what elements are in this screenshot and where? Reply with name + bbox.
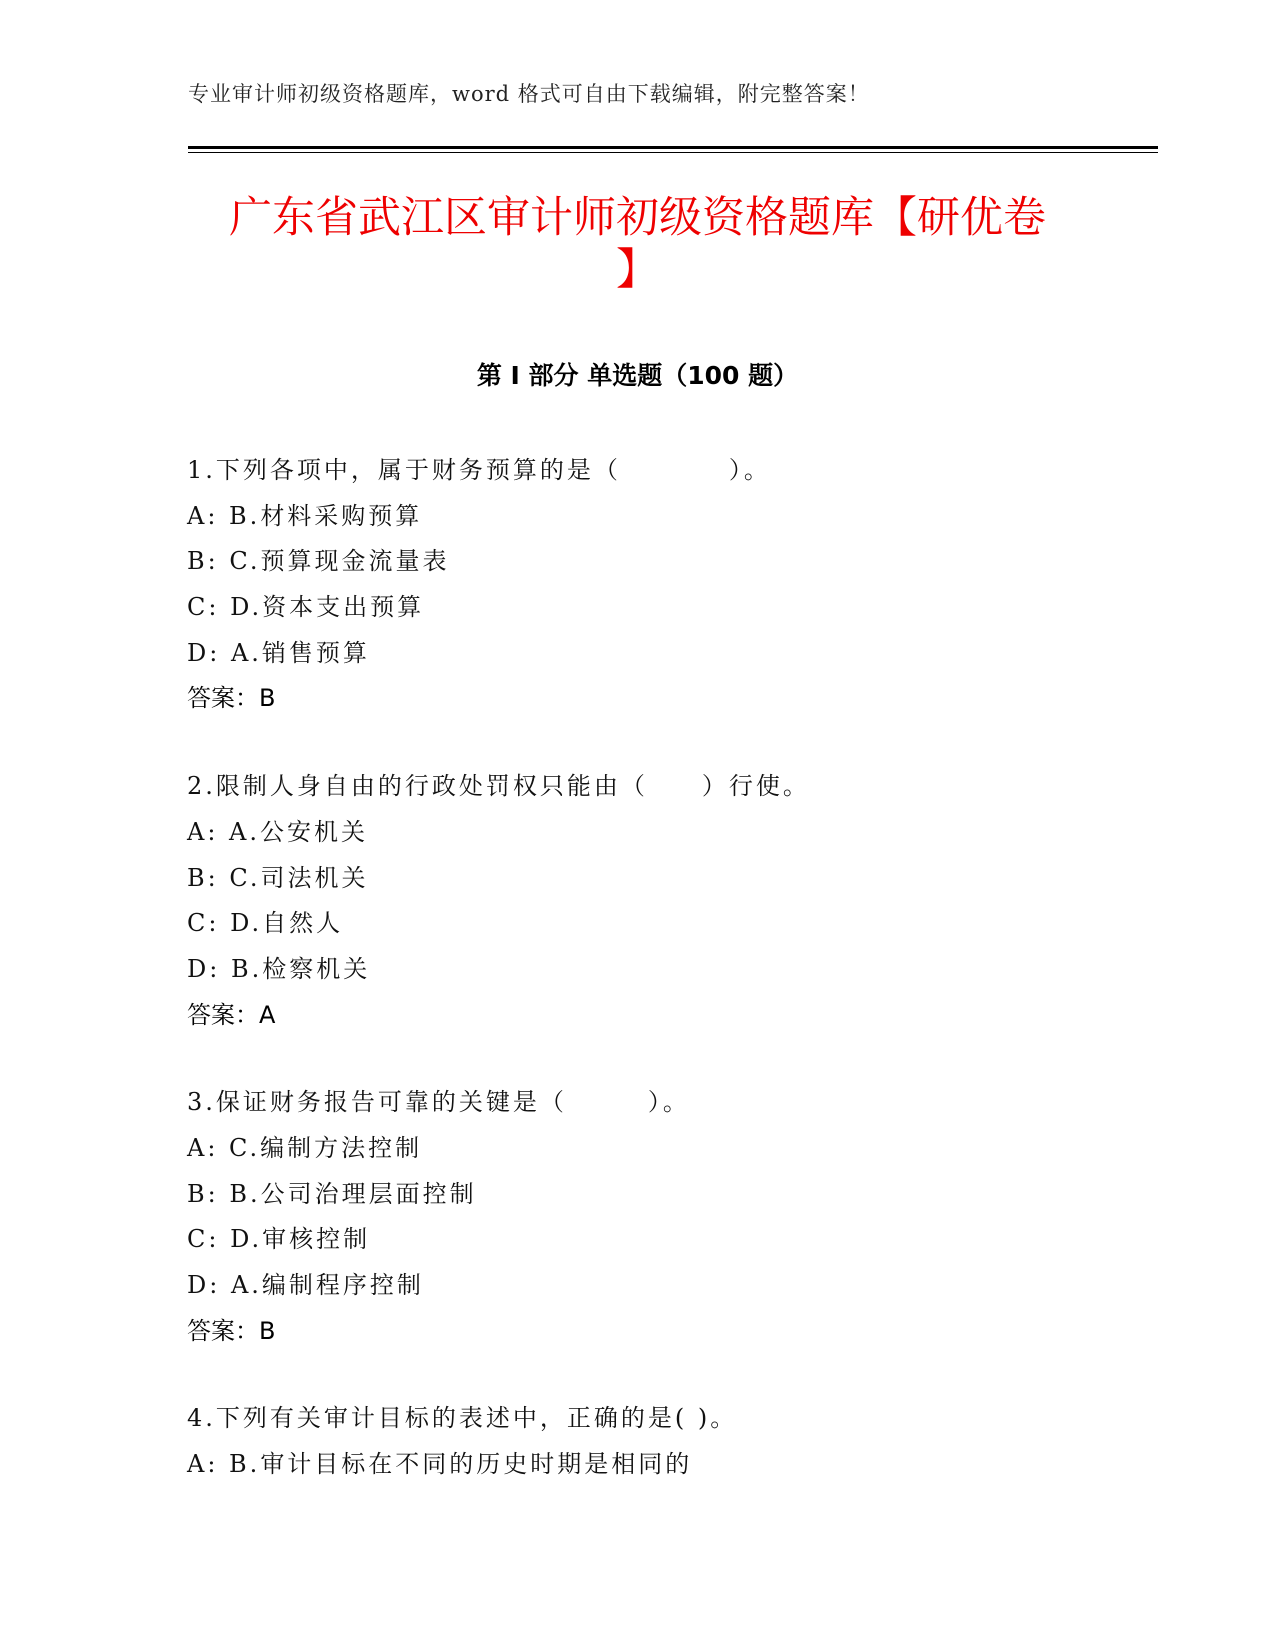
option-c: C: D.审核控制 — [187, 1225, 371, 1254]
option-c: C: D.资本支出预算 — [187, 593, 425, 622]
header-note: 专业审计师初级资格题库，word 格式可自由下载编辑，附完整答案！ — [188, 82, 870, 106]
question-1 — [187, 448, 1147, 722]
question-list — [187, 448, 1147, 1530]
option-b: B: C.预算现金流量表 — [187, 547, 450, 576]
header-rule-thin — [188, 152, 1158, 153]
option-a: A: B.材料采购预算 — [187, 501, 423, 530]
option-d: D: A.编制程序控制 — [187, 1271, 424, 1299]
option-b: B: C.司法机关 — [187, 863, 369, 892]
header-rule-thick — [188, 146, 1158, 149]
question-2 — [187, 764, 1147, 1038]
answer: 答案：A — [187, 1000, 276, 1029]
question-3 — [187, 1080, 1147, 1354]
document-title — [160, 192, 1115, 296]
option-a: A: C.编制方法控制 — [187, 1133, 423, 1162]
answer: 答案：B — [187, 684, 276, 713]
document-title-line-1: 广东省武江区审计师初级资格题库【研优卷 — [229, 193, 1046, 243]
option-b: B: B.公司治理层面控制 — [187, 1179, 477, 1208]
question-stem: 1.下列各项中，属于财务预算的是（ ）。 — [187, 456, 771, 484]
option-d: D: A.销售预算 — [187, 638, 370, 667]
question-stem: 4.下列有关审计目标的表述中，正确的是( )。 — [187, 1404, 738, 1433]
question-4 — [187, 1396, 1147, 1487]
option-a: A: A.公安机关 — [187, 817, 369, 846]
option-c: C: D.自然人 — [187, 909, 344, 938]
answer: 答案：B — [187, 1316, 276, 1345]
question-stem: 2.限制人身自由的行政处罚权只能由（ ）行使。 — [187, 772, 810, 801]
document-title-line-2: 】 — [616, 245, 659, 295]
option-a: A: B.审计目标在不同的历史时期是相同的 — [187, 1450, 693, 1479]
question-stem: 3.保证财务报告可靠的关键是（ ）。 — [187, 1088, 690, 1117]
option-d: D: B.检察机关 — [187, 954, 371, 983]
section-title: 第 I 部分 单选题（100 题） — [476, 361, 799, 390]
